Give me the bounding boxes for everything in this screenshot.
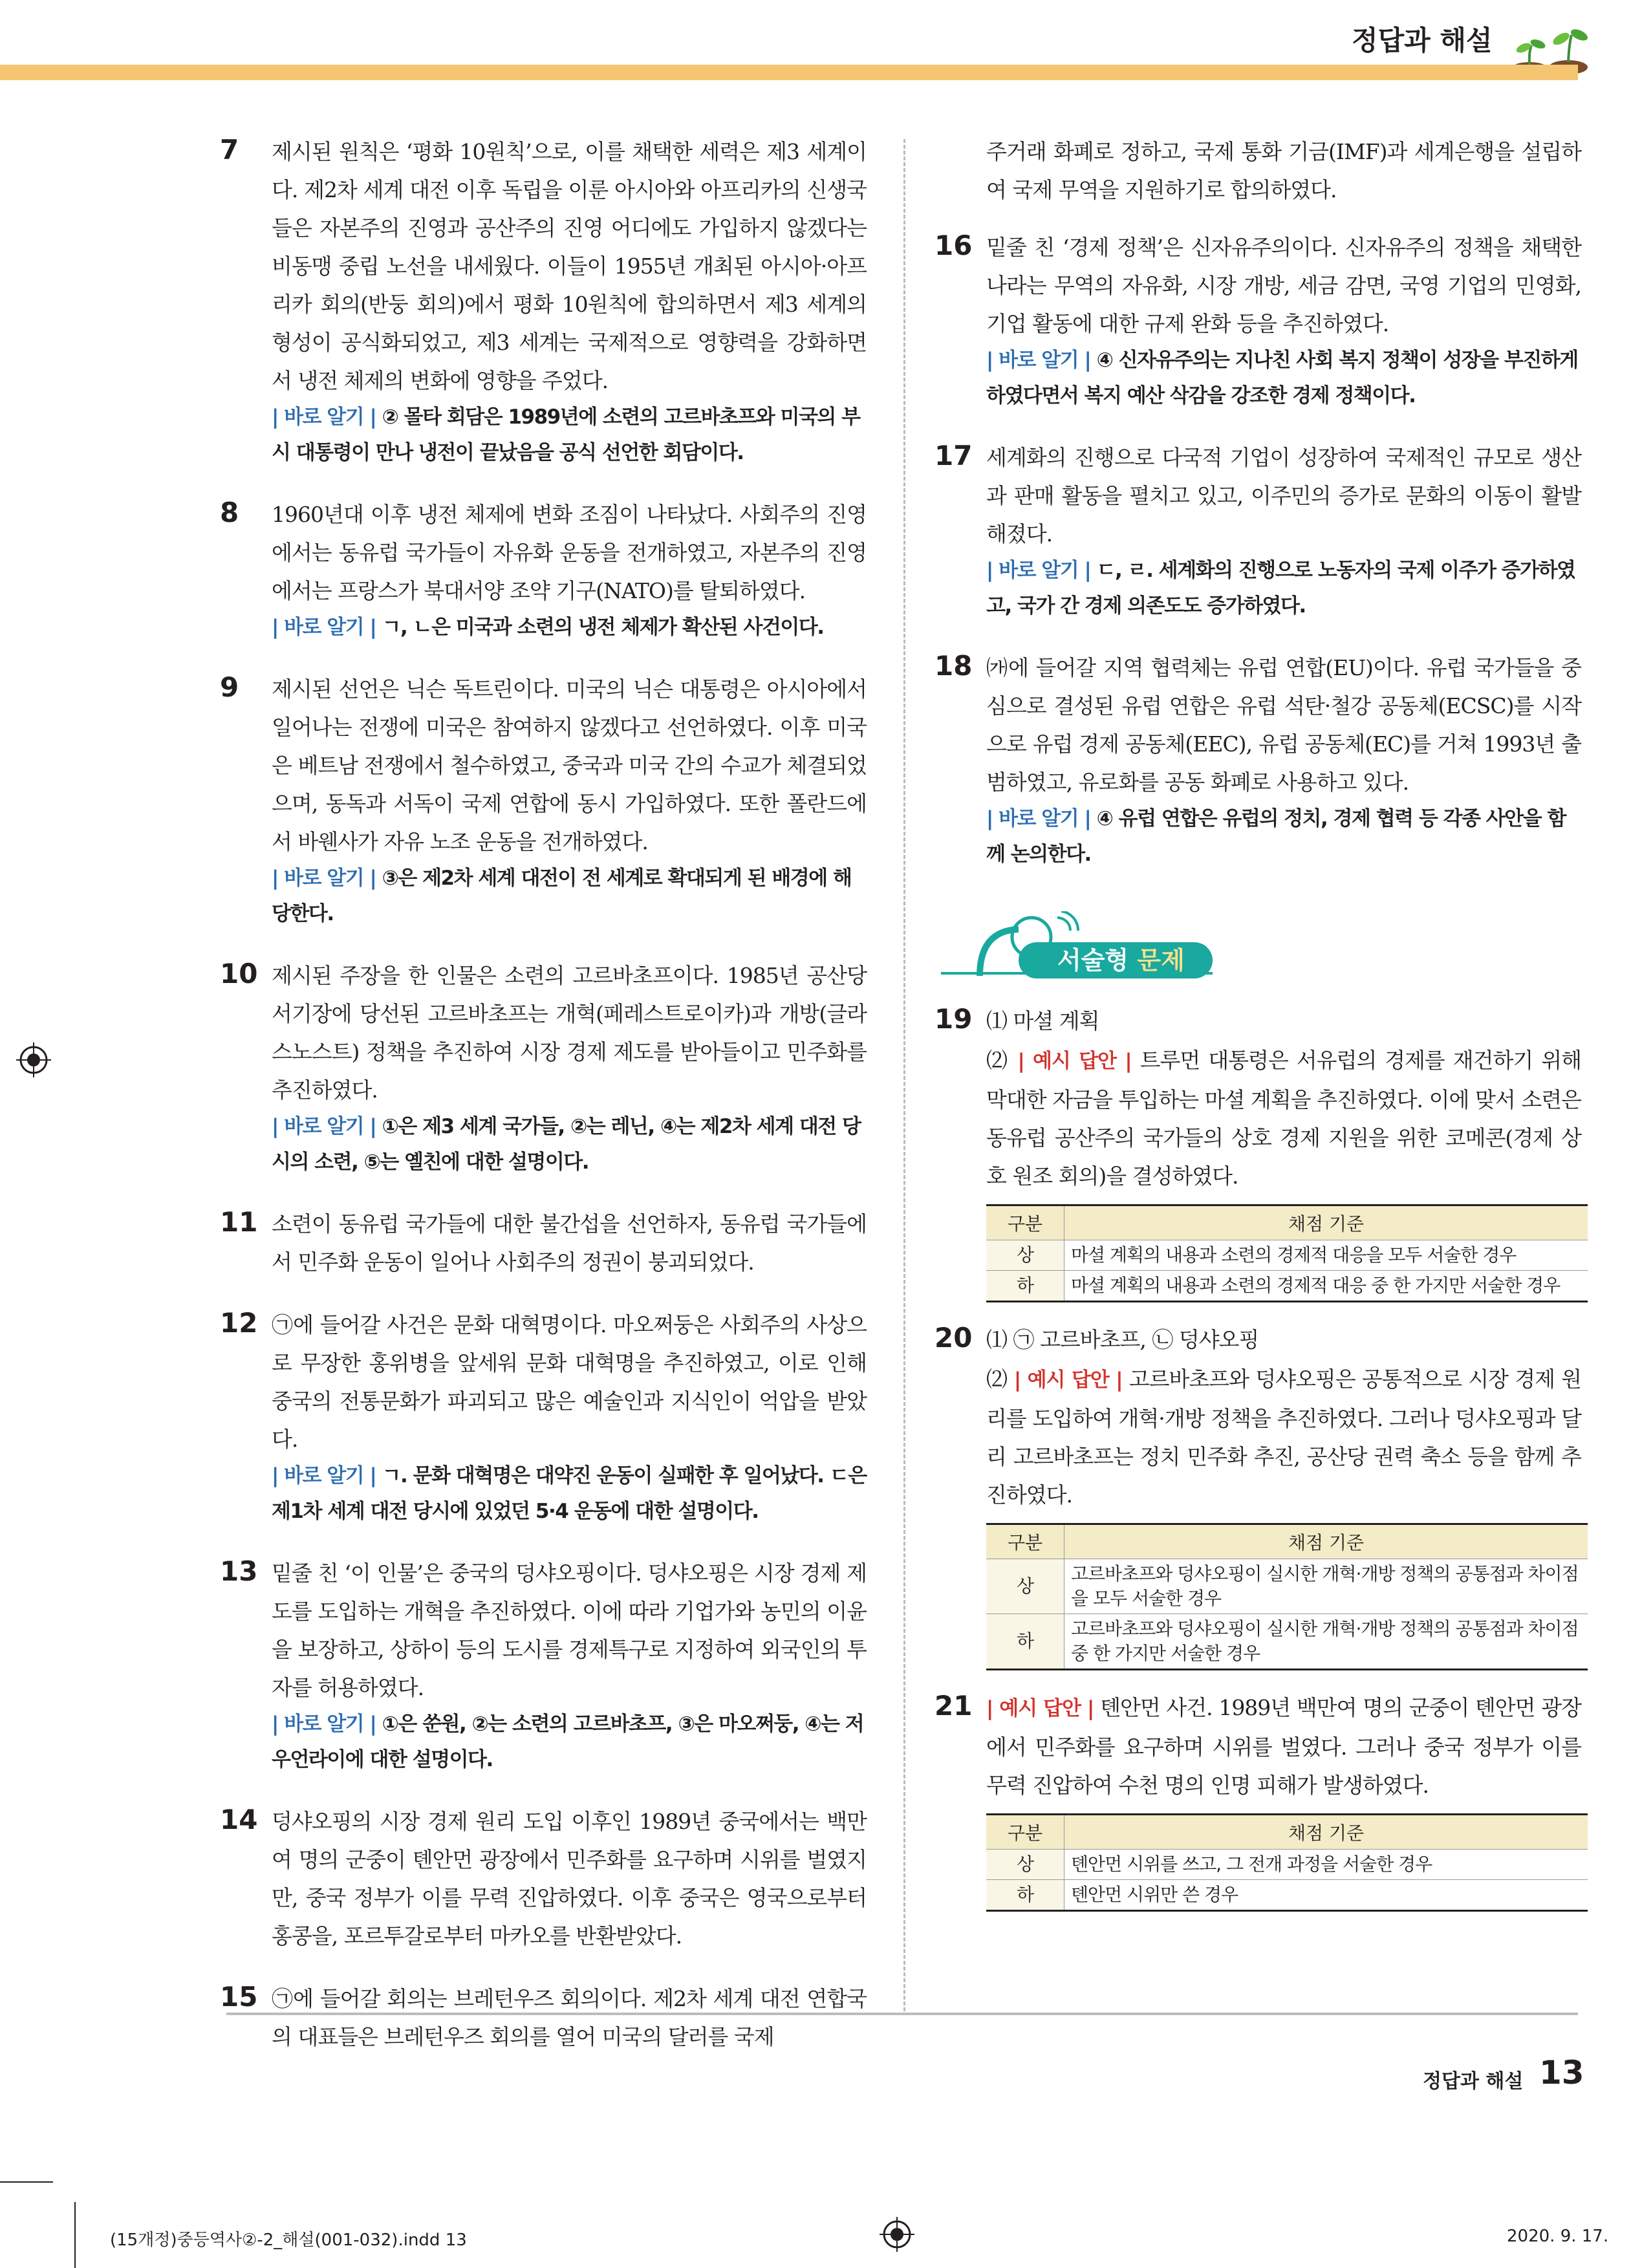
hint-label: | 바로 알기 | [272, 867, 376, 890]
left-column [220, 133, 867, 2080]
answer-text: 1960년대 이후 냉전 체제에 변화 조짐이 나타났다. 사회주의 진영에서는 동유럽 국가들이 자유화 운동을 전개하였고, 자본주의 진영에서는 프랑스가 북대서양 조약 기구(NATO)를 탈퇴하였다. [272, 502, 867, 603]
header-title: 정답과 해설 [1352, 25, 1493, 56]
rubric-header-criteria: 채점 기준 [1064, 1205, 1588, 1240]
question-9 [220, 670, 867, 932]
hint [272, 861, 867, 932]
question-21 [934, 1689, 1581, 1804]
part-prefix: ⑵ [986, 1366, 1008, 1392]
hint-text: ①은 쑨원, ②는 소련의 고르바초프, ③은 마오쩌둥, ④는 저우언라이에 대한 설명이다. [272, 1712, 864, 1771]
answer-text: ㈎에 들어갈 지역 협력체는 유럽 연합(EU)이다. 유럽 국가들을 중심으로 결성된 유럽 연합은 유럽 석탄·철강 공동체(ECSC)를 시작으로 유럽 경제 공동체(EEC), 유럽 공동체(EC)를 거쳐 1993년 출범하였고, 유로화를 공동 화폐로 사용하고 있다. [986, 655, 1581, 795]
question-number: 13 [220, 1555, 258, 1587]
table-row [986, 1614, 1588, 1670]
question-20 [934, 1321, 1581, 1514]
table-row [986, 1271, 1588, 1302]
hint-text: ④ 유럽 연합은 유럽의 정치, 경제 협력 등 각종 사안을 함께 논의한다. [986, 807, 1566, 866]
hint [986, 801, 1581, 872]
question-15-continued [941, 133, 1581, 209]
rubric-criteria: 마셜 계획의 내용과 소련의 경제적 대응 중 한 가지만 서술한 경우 [1064, 1271, 1588, 1302]
part-2 [986, 1041, 1581, 1195]
hint-label: | 바로 알기 | [986, 559, 1091, 582]
rubric-table-19 [986, 1204, 1588, 1302]
rubric-grade: 하 [986, 1880, 1064, 1911]
question-7 [220, 133, 867, 471]
question-18 [934, 649, 1581, 872]
bottom-rule [226, 2013, 1578, 2015]
example-label: | 예시 답안 | [986, 1697, 1094, 1720]
hint-text: ③은 제2차 세계 대전이 전 세계로 확대되게 된 배경에 해당한다. [272, 867, 852, 925]
rubric-header-criteria: 채점 기준 [1064, 1815, 1588, 1850]
hint [272, 400, 867, 471]
question-number: 7 [220, 134, 239, 166]
hint [272, 1458, 867, 1529]
part-prefix: ⑵ [986, 1048, 1010, 1073]
question-10 [220, 956, 867, 1180]
registration-mark-icon [16, 1042, 51, 1077]
example-label: | 예시 답안 | [1017, 1050, 1132, 1073]
section-header [941, 911, 1581, 982]
rubric-grade: 상 [986, 1240, 1064, 1271]
footer-label: 정답과 해설 [1423, 2070, 1524, 2093]
part-2 [986, 1360, 1581, 1514]
part-2-text: 트루먼 대통령은 서유럽의 경제를 재건하기 위해 막대한 자금을 투입하는 마셜 계획을 추진하였다. 이에 맞서 소련은 동유럽 공산주의 국가들의 상호 경제 지원을 위한 코메콘(경제 상호 원조 회의)을 결성하였다. [986, 1048, 1581, 1189]
hint-text: ④ 신자유주의는 지나친 사회 복지 정책이 성장을 부진하게 하였다면서 복지 예산 삭감을 강조한 경제 정책이다. [986, 349, 1578, 407]
table-row [986, 1240, 1588, 1271]
hint-text: ㄱ, ㄴ은 미국과 소련의 냉전 체제가 확산된 사건이다. [382, 616, 824, 639]
question-number: 11 [220, 1206, 258, 1238]
hint-label: | 바로 알기 | [272, 1712, 376, 1736]
question-number: 18 [934, 650, 973, 682]
rubric-header-grade: 구분 [986, 1205, 1064, 1240]
hint [272, 1109, 867, 1180]
question-number: 20 [934, 1322, 973, 1354]
part-1: ⑴ 마셜 계획 [986, 1008, 1099, 1033]
rubric-table-21 [986, 1813, 1588, 1912]
hint-label: | 바로 알기 | [272, 1464, 376, 1487]
hint-text: ㄷ, ㄹ. 세계화의 진행으로 노동자의 국제 이주가 증가하였고, 국가 간 경제 의존도도 증가하였다. [986, 559, 1575, 618]
crop-mark [0, 2181, 53, 2183]
rubric-criteria: 고르바초프와 덩샤오핑이 실시한 개혁·개방 정책의 공통점과 차이점을 모두 서술한 경우 [1064, 1559, 1588, 1614]
question-17 [934, 438, 1581, 624]
example-label: | 예시 답안 | [1013, 1368, 1123, 1392]
part-2-text: 고르바초프와 덩샤오핑은 공통적으로 시장 경제 원리를 도입하여 개혁·개방 정책을 추진하였다. 그러나 덩샤오핑과 달리 고르바초프는 정치 민주화 추진, 공산당 권력 축소 등을 함께 추진하였다. [986, 1366, 1581, 1507]
answer-text: 세계화의 진행으로 다국적 기업이 성장하여 국제적인 규모로 생산과 판매 활동을 펼치고 있고, 이주민의 증가로 문화의 이동이 활발해졌다. [986, 445, 1581, 546]
header-bar [0, 65, 1578, 80]
registration-mark-icon [880, 2217, 914, 2252]
answer-text: ㉠에 들어갈 사건은 문화 대혁명이다. 마오쩌둥은 사회주의 사상으로 무장한 홍위병을 앞세워 문화 대혁명을 추진하였고, 이로 인해 중국의 전통문화가 파괴되고 많은 예술인과 지식인이 억압을 받았다. [272, 1312, 867, 1452]
answer-text: 제시된 원칙은 ‘평화 10원칙’으로, 이를 채택한 세력은 제3 세계이다. 제2차 세계 대전 이후 독립을 이룬 아시아와 아프리카의 신생국들은 자본주의 진영과 공산주의 진영 어디에도 가입하지 않겠다는 비동맹 중립 노선을 내세웠다. 이들이 1955년 개최된 아시아·아프리카 회의(반둥 회의)에서 평화 10원칙에 합의하면서 제3 세계의 형성이 공식화되었고, 제3 세계는 국제적으로 영향력을 강화하면서 냉전 체제의 변화에 영향을 주었다. [272, 139, 867, 393]
hint-label: | 바로 알기 | [272, 405, 376, 429]
crop-mark [74, 2202, 76, 2268]
section-title [1019, 942, 1213, 978]
question-number: 8 [220, 497, 239, 528]
table-row [986, 1880, 1588, 1911]
answer-text: 제시된 선언은 닉슨 독트린이다. 미국의 닉슨 대통령은 아시아에서 일어나는 전쟁에 미국은 참여하지 않겠다고 선언하였다. 이후 미국은 베트남 전쟁에서 철수하였고, 중국과 미국 간의 수교가 체결되었으며, 동독과 서독이 국제 연합에 동시 가입하였다. 또한 폴란드에서 바웬사가 자유 노조 운동을 전개하였다. [272, 676, 867, 854]
question-16 [934, 228, 1581, 414]
rubric-criteria: 톈안먼 시위를 쓰고, 그 전개 과정을 서술한 경우 [1064, 1850, 1588, 1880]
question-number: 17 [934, 440, 973, 471]
question-number: 21 [934, 1690, 973, 1722]
rubric-grade: 상 [986, 1850, 1064, 1880]
answer-text: 제시된 주장을 한 인물은 소련의 고르바초프이다. 1985년 공산당 서기장에 당선된 고르바초프는 개혁(페레스트로이카)과 개방(글라스노스트) 정책을 추진하여 시장 경제 제도를 받아들이고 민주화를 추진하였다. [272, 963, 867, 1103]
column-divider [903, 139, 905, 2011]
rubric-grade: 하 [986, 1614, 1064, 1670]
question-number: 9 [220, 671, 239, 703]
answer-text: 주거래 화폐로 정하고, 국제 통화 기금(IMF)과 세계은행을 설립하여 국제 무역을 지원하기로 합의하였다. [986, 139, 1581, 202]
page-number: 13 [1539, 2054, 1584, 2091]
hint [986, 553, 1581, 624]
question-number: 14 [220, 1804, 258, 1835]
rubric-header-grade: 구분 [986, 1815, 1064, 1850]
answer-text: 밑줄 친 ‘경제 정책’은 신자유주의이다. 신자유주의 정책을 채택한 나라는 무역의 자유화, 시장 개방, 세금 감면, 국영 기업의 민영화, 기업 활동에 대한 규제 완화 등을 추진하였다. [986, 235, 1581, 336]
question-number: 10 [220, 958, 258, 989]
answer-text: 덩샤오핑의 시장 경제 원리 도입 이후인 1989년 중국에서는 백만여 명의 군중이 톈안먼 광장에서 민주화를 요구하며 시위를 벌였지만, 중국 정부가 이를 무력 진압하였다. 이후 중국은 영국으로부터 홍콩을, 포르투갈로부터 마카오를 반환받았다. [272, 1809, 867, 1949]
question-number: 19 [934, 1003, 973, 1035]
rubric-header-grade: 구분 [986, 1524, 1064, 1559]
rubric-table-20 [986, 1523, 1588, 1670]
hint [272, 610, 867, 645]
right-column [934, 133, 1581, 1930]
question-15 [220, 1980, 867, 2056]
hint [986, 343, 1581, 414]
hint-label: | 바로 알기 | [986, 349, 1091, 372]
question-number: 15 [220, 1981, 258, 2013]
question-number: 16 [934, 230, 973, 261]
hint-text: ② 몰타 회담은 1989년에 소련의 고르바초프와 미국의 부시 대통령이 만나 냉전이 끝났음을 공식 선언한 회담이다. [272, 405, 860, 464]
answer-body: 톈안먼 사건. 1989년 백만여 명의 군중이 톈안먼 광장에서 민주화를 요구하며 시위를 벌였다. 그러나 중국 정부가 이를 무력 진압하여 수천 명의 인명 피해가 발생하였다. [986, 1695, 1581, 1798]
question-11 [220, 1205, 867, 1281]
rubric-criteria: 고르바초프와 덩샤오핑이 실시한 개혁·개방 정책의 공통점과 차이점 중 한 가지만 서술한 경우 [1064, 1614, 1588, 1670]
slug-date: 2020. 9. 17. [1507, 2227, 1609, 2246]
hint-label: | 바로 알기 | [272, 1115, 376, 1138]
question-19 [934, 1002, 1581, 1195]
hint-label: | 바로 알기 | [272, 616, 376, 639]
section-title-a: 서술형 [1057, 946, 1129, 975]
question-12 [220, 1306, 867, 1529]
question-13 [220, 1554, 867, 1778]
hint-text: ①은 제3 세계 국가들, ②는 레닌, ④는 제2차 세계 대전 당시의 소련, ⑤는 옐친에 대한 설명이다. [272, 1115, 861, 1174]
hint-label: | 바로 알기 | [986, 807, 1091, 830]
rubric-header-criteria: 채점 기준 [1064, 1524, 1588, 1559]
hint [272, 1707, 867, 1778]
part-1: ⑴ ㉠ 고르바초프, ㉡ 덩샤오핑 [986, 1327, 1259, 1352]
answer-text: 소련이 동유럽 국가들에 대한 불간섭을 선언하자, 동유럽 국가들에서 민주화 운동이 일어나 사회주의 정권이 붕괴되었다. [272, 1211, 867, 1275]
section-title-b: 문제 [1129, 946, 1185, 975]
rubric-criteria: 톈안먼 시위만 쓴 경우 [1064, 1880, 1588, 1911]
slug-file: (15개정)중등역사②-2_해설(001-032).indd 13 [110, 2230, 467, 2250]
question-8 [220, 495, 867, 645]
question-number: 12 [220, 1307, 258, 1339]
rubric-grade: 하 [986, 1271, 1064, 1302]
answer-text: 밑줄 친 ‘이 인물’은 중국의 덩샤오핑이다. 덩샤오핑은 시장 경제 제도를 도입하는 개혁을 추진하였다. 이에 따라 기업가와 농민의 이윤을 보장하고, 상하이 등의 도시를 경제특구로 지정하여 외국인의 투자를 허용하였다. [272, 1561, 867, 1700]
answer-text [986, 1689, 1581, 1804]
rubric-grade: 상 [986, 1559, 1064, 1614]
question-14 [220, 1802, 867, 1955]
rubric-criteria: 마셜 계획의 내용과 소련의 경제적 대응을 모두 서술한 경우 [1064, 1240, 1588, 1271]
table-row [986, 1850, 1588, 1880]
hint-text: ㄱ. 문화 대혁명은 대약진 운동이 실패한 후 일어났다. ㄷ은 제1차 세계 대전 당시에 있었던 5·4 운동에 대한 설명이다. [272, 1464, 867, 1523]
answer-text: ㉠에 들어갈 회의는 브레턴우즈 회의이다. 제2차 세계 대전 연합국의 대표들은 브레턴우즈 회의를 열어 미국의 달러를 국제 [272, 1986, 867, 2049]
table-row [986, 1559, 1588, 1614]
